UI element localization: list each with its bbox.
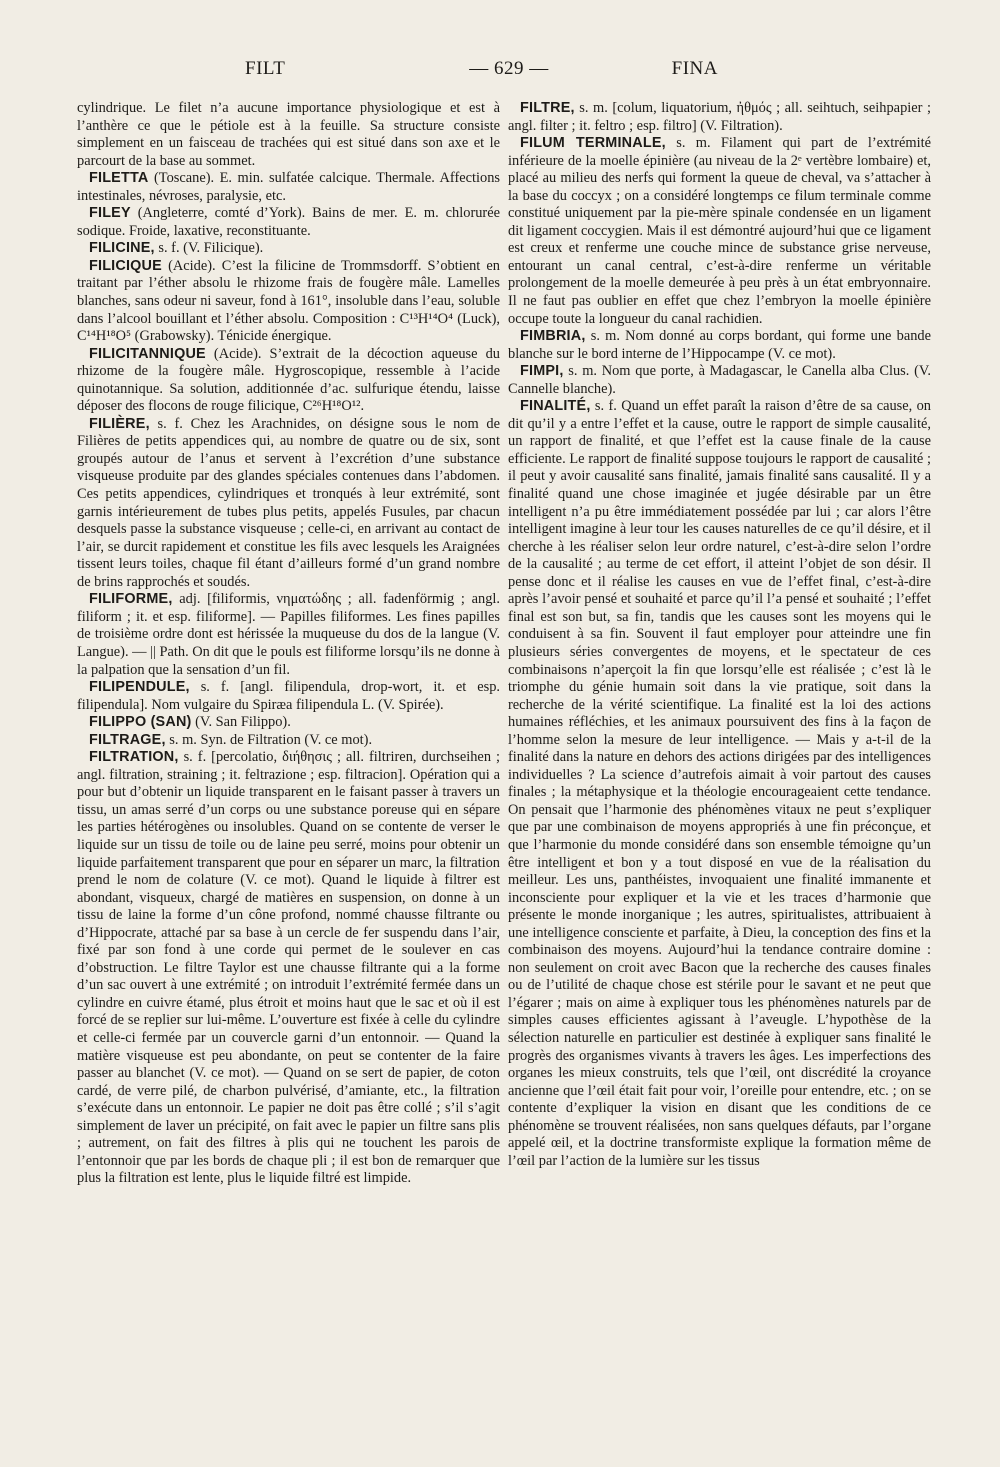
right-column	[508, 100, 931, 1170]
dictionary-entry	[77, 591, 500, 679]
dictionary-entry	[77, 749, 500, 1188]
entry-text: s. m. [colum, liquatorium, ἠθμός ; all. seihtuch, seihpapier ; angl. filter ; it. feltro ; esp. filtro] (V. Filtration).	[508, 100, 931, 134]
entry-headword: FILIFORME,	[89, 591, 173, 608]
dictionary-entry	[508, 135, 931, 328]
dictionary-entry	[77, 714, 500, 732]
entry-headword: FIMBRIA,	[520, 328, 586, 345]
entry-text: (Toscane). E. min. sulfatée calcique. Thermale. Affections intestinales, névroses, paralysie, etc.	[77, 170, 500, 204]
dictionary-entry	[77, 346, 500, 416]
left-column	[77, 100, 500, 1188]
dictionary-entry	[508, 328, 931, 363]
header-left-word: FILT	[245, 58, 286, 79]
entry-text: s. f. Chez les Arachnides, on désigne sous le nom de Filières de petits appendices qui, au nombre de quatre ou de six, sont groupés autour de l’anus et servent à l’excrétion d’une substance visqueuse produite par des glandes spéciales contenues dans l’abdomen. Ces petits appendices, cylindriques et tronqués à leur extrémité, sont garnis intérieurement de tubes plus petits, appelés Fusules, par chacun desquels passe la substance visqueuse ; celle-ci, en arrivant au contact de l’air, se durcit rapidement et constitue les fils avec lesquels les Araignées tissent leurs toiles, chaque fil étant d’ailleurs formé d’un grand nombre de brins rapprochés et soudés.	[77, 415, 500, 590]
dictionary-entry	[77, 679, 500, 714]
entry-headword: FILEY	[89, 205, 131, 222]
entry-text: s. m. Filament qui part de l’extrémité inférieure de la moelle épinière (au niveau de la 2ᵉ vertèbre lombaire) et, placé au milieu des nerfs qui forment la queue de cheval, va s’attacher à la base du coccyx ; on a considéré longtemps ce filum terminale comme constitué uniquement par la pie-mère spinale condensée en un ligament dit ligament coccygien. Mais il est démontré aujourd’hui que ce ligament est creux et renferme une couche mince de substance grise nerveuse, entourant un canal central, c’est-à-dire renferme un véritable prolongement de la moelle demeurée à peu près à un état embryonnaire. Il ne faut pas oublier en effet que chez l’embryon la moelle épinière occupe toute la longueur du canal rachidien.	[508, 135, 931, 327]
dictionary-entry	[77, 416, 500, 591]
entry-text: s. f. Quand un effet paraît la raison d’être de sa cause, on dit qu’il y a entre l’effet et la cause, outre le rapport de simple causalité, un rapport de finalité, et que l’effet est la cause finale de la cause efficiente. Le rapport de finalité suppose toujours le rapport de causalité ; il peut y avoir causalité sans finalité, jamais finalité sans causalité. Il y a finalité quand une chose imaginée et jugée désirable par un être intelligent n’a pu être immédiatement possédée par lui ; car alors l’être intelligent imagine à leur tour les causes naturelles de ce qu’il désire, et il cherche à les réaliser selon leur ordre naturel, c’est-à-dire selon l’ordre de la causalité ; au terme de cet effort, il atteint l’objet de son désir. Il pense donc et il réalise les causes en vue de l’effet final, c’est-à-dire après l’avoir pensé et souhaité et parce qu’il l’a pensé et souhaité ; l’effet final est son but, sa fin, tandis que les causes sont les moyens qui le conduisent à sa fin. Souvent il faut employer pour atteindre une fin plusieurs séries convergentes de moyens, et le spectateur de ces combinaisons n’aperçoit la fin que lorsqu’elle est réalisée ; c’est là le triomphe du génie humain soit dans la vie pratique, soit dans la recherche de la vérité scientifique. La finalité est la loi des actions humaines réfléchies, et les animaux poursuivent des fins à la façon de l’homme selon la mesure de leur intelligence. — Mais y a-t-il de la finalité dans la nature en dehors des actions dirigées par des intelligences individuelles ? La science d’autrefois aimait à voir partout des causes finales ; la métaphysique et la théologie encourageaient cette tendance. On pensait que l’harmonie des phénomènes vitaux ne peut s’expliquer que par une combinaison de moyens appropriés à une fin préconçue, et que l’harmonie du monde considéré dans son ensemble témoigne qu’un être intelligent et bon y a tout disposé en vue de la réalisation du meilleur. Les uns, panthéistes, invoquaient une finalité immanente et inconsciente pour expliquer et la vie et les traces d’harmonie que présente le monde inorganique ; les autres, spiritualistes, attribuaient à une intelligence consciente et parfaite, à Dieu, la conception des fins et la combinaison des moyens. Aujourd’hui la tendance contraire domine : non seulement on croit avec Bacon que la recherche des causes finales ou de l’utilité de chaque chose est stérile pour le savant et ne peut que l’égarer ; mais on aime à expliquer tous les phénomènes naturels par de simples causes efficientes agissant à l’aveugle. L’hypothèse de la sélection naturelle en particulier est destinée à expliquer sans finalité le progrès des organismes vivants à travers les âges. Les imperfections des organes les mieux construits, tels que l’œil, ont discrédité la croyance ancienne que l’œil était fait pour voir, l’oreille pour entendre, etc. ; on se contente d’expliquer la vision en disant que les conditions de ce phénomène se trouvent réalisées, non sans quelques défauts, par l’organe appelé œil, et la doctrine transformiste explique la formation même de l’œil par l’action de la lumière sur les tissus	[508, 398, 931, 1169]
entry-text: s. f. (V. Filicique).	[154, 240, 264, 257]
entry-text: adj. [filiformis, νηματώδης ; all. fadenförmig ; angl. filiform ; it. et esp. filiforme]. — Papilles filiformes. Les fines papilles de troisième ordre dont est hérissée la muqueuse du dos de la langue (V. Langue). — || Path. On dit que le pouls est filiforme lorsqu’ils ne donne à la palpation que la sensation d’un fil.	[77, 591, 501, 678]
entry-text: s. m. Nom que porte, à Madagascar, le Canella alba Clus. (V. Cannelle blanche).	[508, 363, 931, 397]
dictionary-entry	[77, 170, 500, 205]
entry-headword: FILTRATION,	[89, 749, 179, 766]
entry-text: s. m. Nom donné au corps bordant, qui forme une bande blanche sur le bord interne de l’Hippocampe (V. ce mot).	[508, 328, 931, 362]
dictionary-entry	[77, 100, 500, 170]
header-right-word: FINA	[671, 58, 718, 79]
entry-headword: FILICINE,	[89, 240, 155, 257]
entry-headword: FILETTA	[89, 170, 149, 187]
entry-text: s. f. [percolatio, διήθησις ; all. filtriren, durchseihen ; angl. filtration, straining ; it. feltrazione ; esp. filtracion]. Opération qui a pour but d’obtenir un liquide transparent en le faisant passer à travers un tissu, un amas serré d’un corps ou une substance poreuse qui en sépare les parties hétérogènes ou insolubles. Quand on se contente de verser le liquide sur un tissu de toile ou de laine peu serré, moins pour obtenir un liquide parfaitement transparent que pour en séparer un marc, la filtration prend le nom de colature (V. ce mot). Quand le liquide à filtrer est abondant, visqueux, chargé de matières en suspension, on donne à un tissu de laine la forme d’un cône profond, nommé chausse filtrante ou d’Hippocrate, attaché par sa base à un cercle de fer suspendu dans l’air, fixé par son fond à une corde qui permet de le soulever en cas d’obstruction. Le filtre Taylor est une chausse filtrante qui a la forme d’un sac ouvert à une extrémité ; on introduit l’extrémité fermée dans un cylindre en cuivre étamé, plus étroit et moins haut que le sac et où il est forcé de se replier sur lui-même. L’ouverture est fixée à celle du cylindre et celle-ci fermée par un couvercle garni d’un entonnoir. — Quand la matière visqueuse est peu abondante, on peut se contenter de la faire passer au blanchet (V. ce mot). — Quand on se sert de papier, de coton cardé, de verre pilé, de charbon pulvérisé, d’amiante, etc., la filtration s’exécute dans un entonnoir. Le papier ne doit pas être collé ; s’il s’agit simplement de laver un précipité, on fait avec le papier un filtre sans plis ; autrement, on fait des filtres à plis qui ne touchent les parois de l’entonnoir que par les bords de chaque pli ; il est bon de remarquer que plus la filtration est lente, plus le liquide filtré est limpide.	[77, 749, 500, 1187]
page-number: — 629 —	[469, 58, 549, 79]
entry-headword: FILUM TERMINALE,	[520, 135, 666, 152]
entry-headword: FILIÈRE,	[89, 415, 150, 432]
entry-text: (Acide). S’extrait de la décoction aqueuse du rhizome de la fougère mâle. Hygroscopique, ressemble à l’acide quinotannique. Sa solution, additionnée d’ac. sulfurique étendu, laisse déposer des flocons de rouge filicique, C²⁶H¹⁸O¹².	[77, 345, 500, 415]
entry-text: cylindrique. Le filet n’a aucune importance physiologique et est à l’anthère ce que le pétiole est à la feuille. Sa structure consiste simplement en un faisceau de trachées qui est situé dans son axe et le parcourt de la base au sommet.	[77, 100, 500, 169]
entry-text: (Angleterre, comté d’York). Bains de mer. E. m. chlorurée sodique. Froide, laxative, reconstituante.	[77, 205, 500, 239]
dictionary-entry	[508, 100, 931, 135]
column-divider	[505, 100, 506, 1350]
dictionary-entry	[77, 240, 500, 258]
dictionary-entry	[508, 398, 931, 1170]
entry-headword: FILIPPO (SAN)	[89, 714, 192, 731]
entry-headword: FIMPI,	[520, 363, 564, 380]
entry-text: (Acide). C’est la filicine de Trommsdorff. S’obtient en traitant par l’éther absolu le rhizome frais de fougère mâle. Lamelles blanches, sans odeur ni saveur, fond à 161°, insoluble dans l’eau, soluble dans l’alcool bouillant et l’éther absolu. Composition : C¹³H¹⁴O⁴ (Luck), C¹⁴H¹⁸O⁵ (Grabowsky). Ténicide énergique.	[77, 257, 500, 345]
entry-headword: FILICIQUE	[89, 257, 162, 274]
entry-headword: FILTRE,	[520, 100, 575, 116]
running-head	[75, 58, 943, 88]
dictionary-entry	[77, 258, 500, 346]
dictionary-entry	[508, 363, 931, 398]
entry-text: s. f. [angl. filipendula, drop-wort, it. et esp. filipendula]. Nom vulgaire du Spiræa filipendula L. (V. Spirée).	[77, 679, 500, 713]
entry-headword: FILIPENDULE,	[89, 679, 190, 696]
entry-headword: FILICITANNIQUE	[89, 345, 206, 362]
dictionary-entry	[77, 732, 500, 750]
entry-headword: FILTRAGE,	[89, 731, 166, 748]
entry-text: s. m. Syn. de Filtration (V. ce mot).	[165, 731, 373, 748]
entry-text: (V. San Filippo).	[191, 714, 291, 731]
entry-headword: FINALITÉ,	[520, 398, 591, 415]
dictionary-entry	[77, 205, 500, 240]
